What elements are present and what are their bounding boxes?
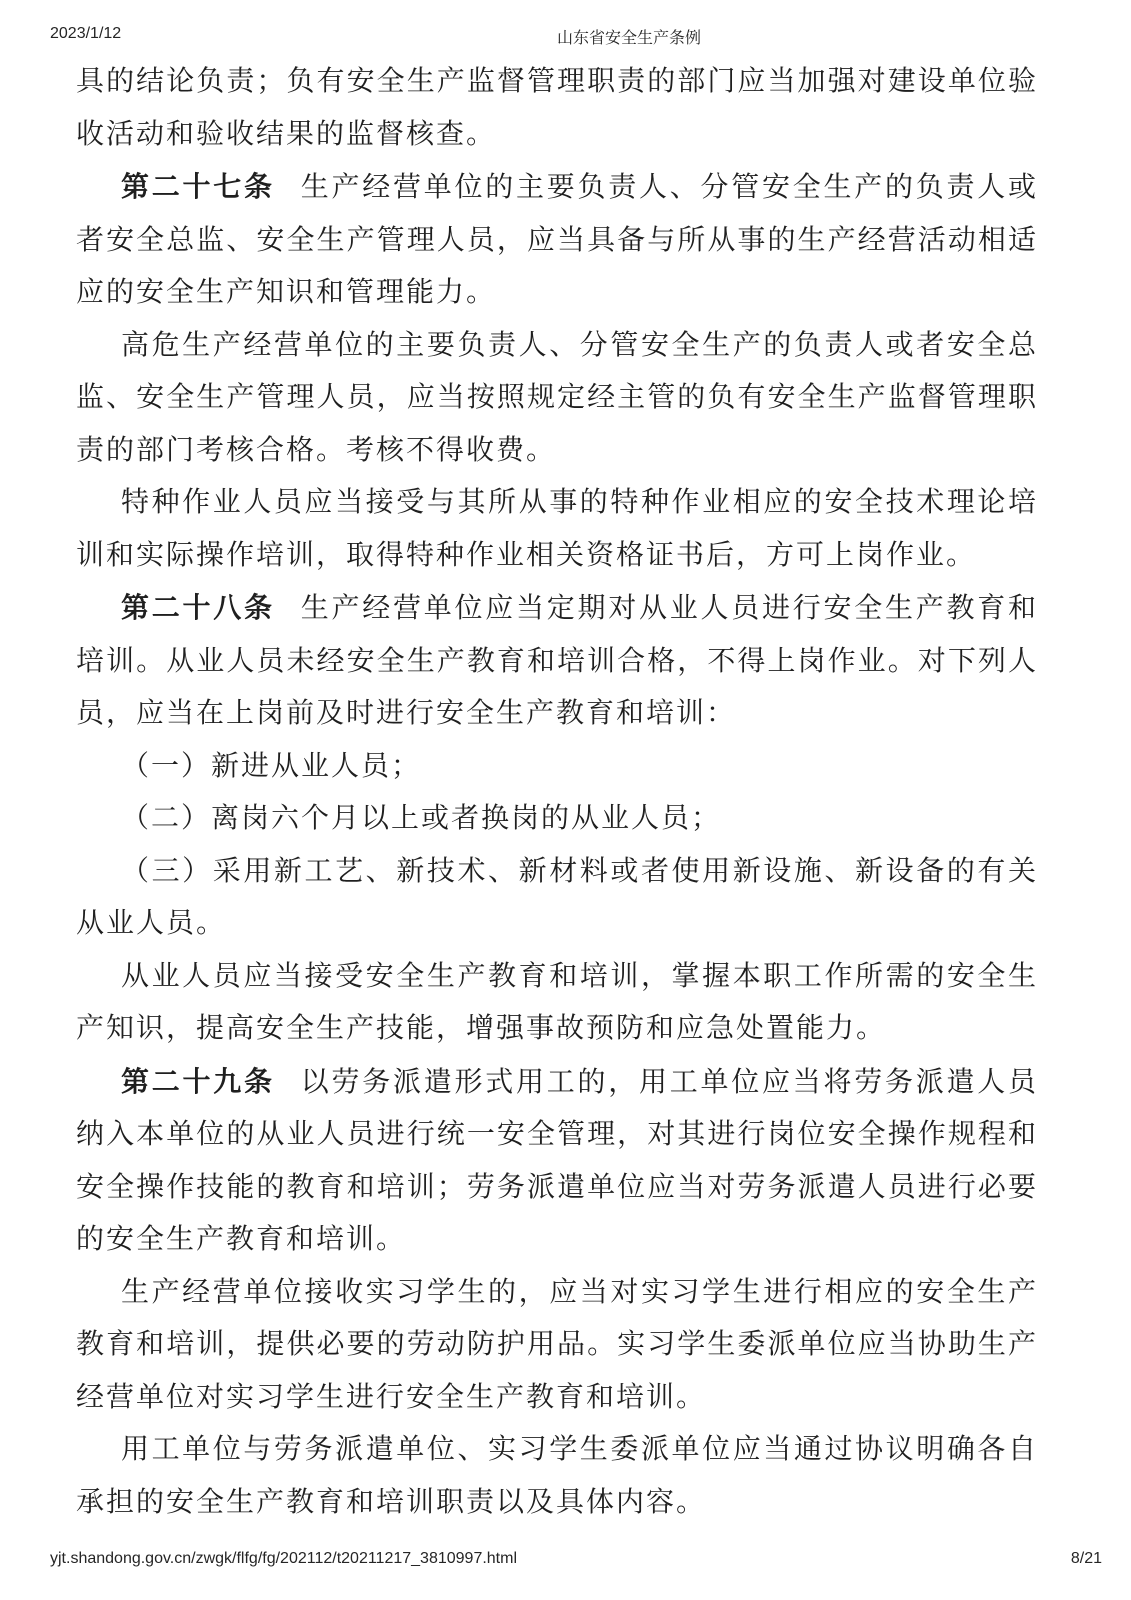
paragraph-article-28-clause-2 xyxy=(76,951,1038,1056)
paragraph-text: 用工单位与劳务派遣单位、实习学生委派单位应当通过协议明确各自承担的安全生产教育和培训职责以及具体内容。 xyxy=(76,1434,1038,1518)
paragraph-text: 以劳务派遣形式用工的，用工单位应当将劳务派遣人员纳入本单位的从业人员进行统一安全管理，对其进行岗位安全操作规程和安全操作技能的教育和培训；劳务派遣单位应当对劳务派遣人员进行必要的安全生产教育和培训。 xyxy=(76,1066,1038,1255)
paragraph-text: （三）采用新工艺、新技术、新材料或者使用新设施、新设备的有关从业人员。 xyxy=(76,855,1038,939)
paragraph-article-28 xyxy=(76,582,1038,741)
paragraph-list-item-3 xyxy=(76,846,1038,951)
footer-page-number: 8/21 xyxy=(1070,1550,1102,1567)
paragraph-text: 具的结论负责；负有安全生产监督管理职责的部门应当加强对建设单位验收活动和验收结果的监督核查。 xyxy=(76,66,1038,150)
paragraph-text: 生产经营单位应当定期对从业人员进行安全生产教育和培训。从业人员未经安全生产教育和培训合格，不得上岗作业。对下列人员，应当在上岗前及时进行安全生产教育和培训： xyxy=(76,593,1038,729)
document-body xyxy=(76,56,1038,1529)
paragraph-list-item-2 xyxy=(76,793,1038,846)
paragraph-text: （二）离岗六个月以上或者换岗的从业人员； xyxy=(121,803,722,834)
paragraph-text: 特种作业人员应当接受与其所从事的特种作业相应的安全技术理论培训和实际操作培训，取得特种作业相关资格证书后，方可上岗作业。 xyxy=(76,487,1038,571)
paragraph-continuation xyxy=(76,56,1038,161)
article-number: 第二十七条 xyxy=(121,171,275,202)
paragraph-text: 生产经营单位的主要负责人、分管安全生产的负责人或者安全总监、安全生产管理人员，应当具备与所从事的生产经营活动相适应的安全生产知识和管理能力。 xyxy=(76,172,1038,308)
article-number: 第二十九条 xyxy=(121,1065,275,1097)
header-document-title: 山东省安全生产条例 xyxy=(556,30,702,47)
footer-source-url: yjt.shandong.gov.cn/zwgk/flfg/fg/202112/t20211217_3810997.html xyxy=(50,1550,518,1567)
paragraph-article-29 xyxy=(76,1056,1038,1267)
paragraph-article-29-clause-2 xyxy=(76,1267,1038,1425)
paragraph-text: （一）新进从业人员； xyxy=(121,750,422,782)
paragraph-text: 生产经营单位接收实习学生的，应当对实习学生进行相应的安全生产教育和培训，提供必要的劳动防护用品。实习学生委派单位应当协助生产经营单位对实习学生进行安全生产教育和培训。 xyxy=(76,1276,1038,1413)
paragraph-text: 从业人员应当接受安全生产教育和培训，掌握本职工作所需的安全生产知识，提高安全生产技能，增强事故预防和应急处置能力。 xyxy=(76,960,1038,1044)
paragraph-text: 高危生产经营单位的主要负责人、分管安全生产的负责人或者安全总监、安全生产管理人员，应当按照规定经主管的负有安全生产监督管理职责的部门考核合格。考核不得收费。 xyxy=(76,329,1038,466)
article-number: 第二十八条 xyxy=(121,592,275,623)
paragraph-article-27 xyxy=(76,161,1038,320)
paragraph-article-29-clause-3 xyxy=(76,1424,1038,1529)
paragraph-list-item-1 xyxy=(76,741,1038,794)
paragraph-article-27-clause-2 xyxy=(76,320,1038,478)
header-date: 2023/1/12 xyxy=(50,25,122,42)
paragraph-article-27-clause-3 xyxy=(76,477,1038,582)
